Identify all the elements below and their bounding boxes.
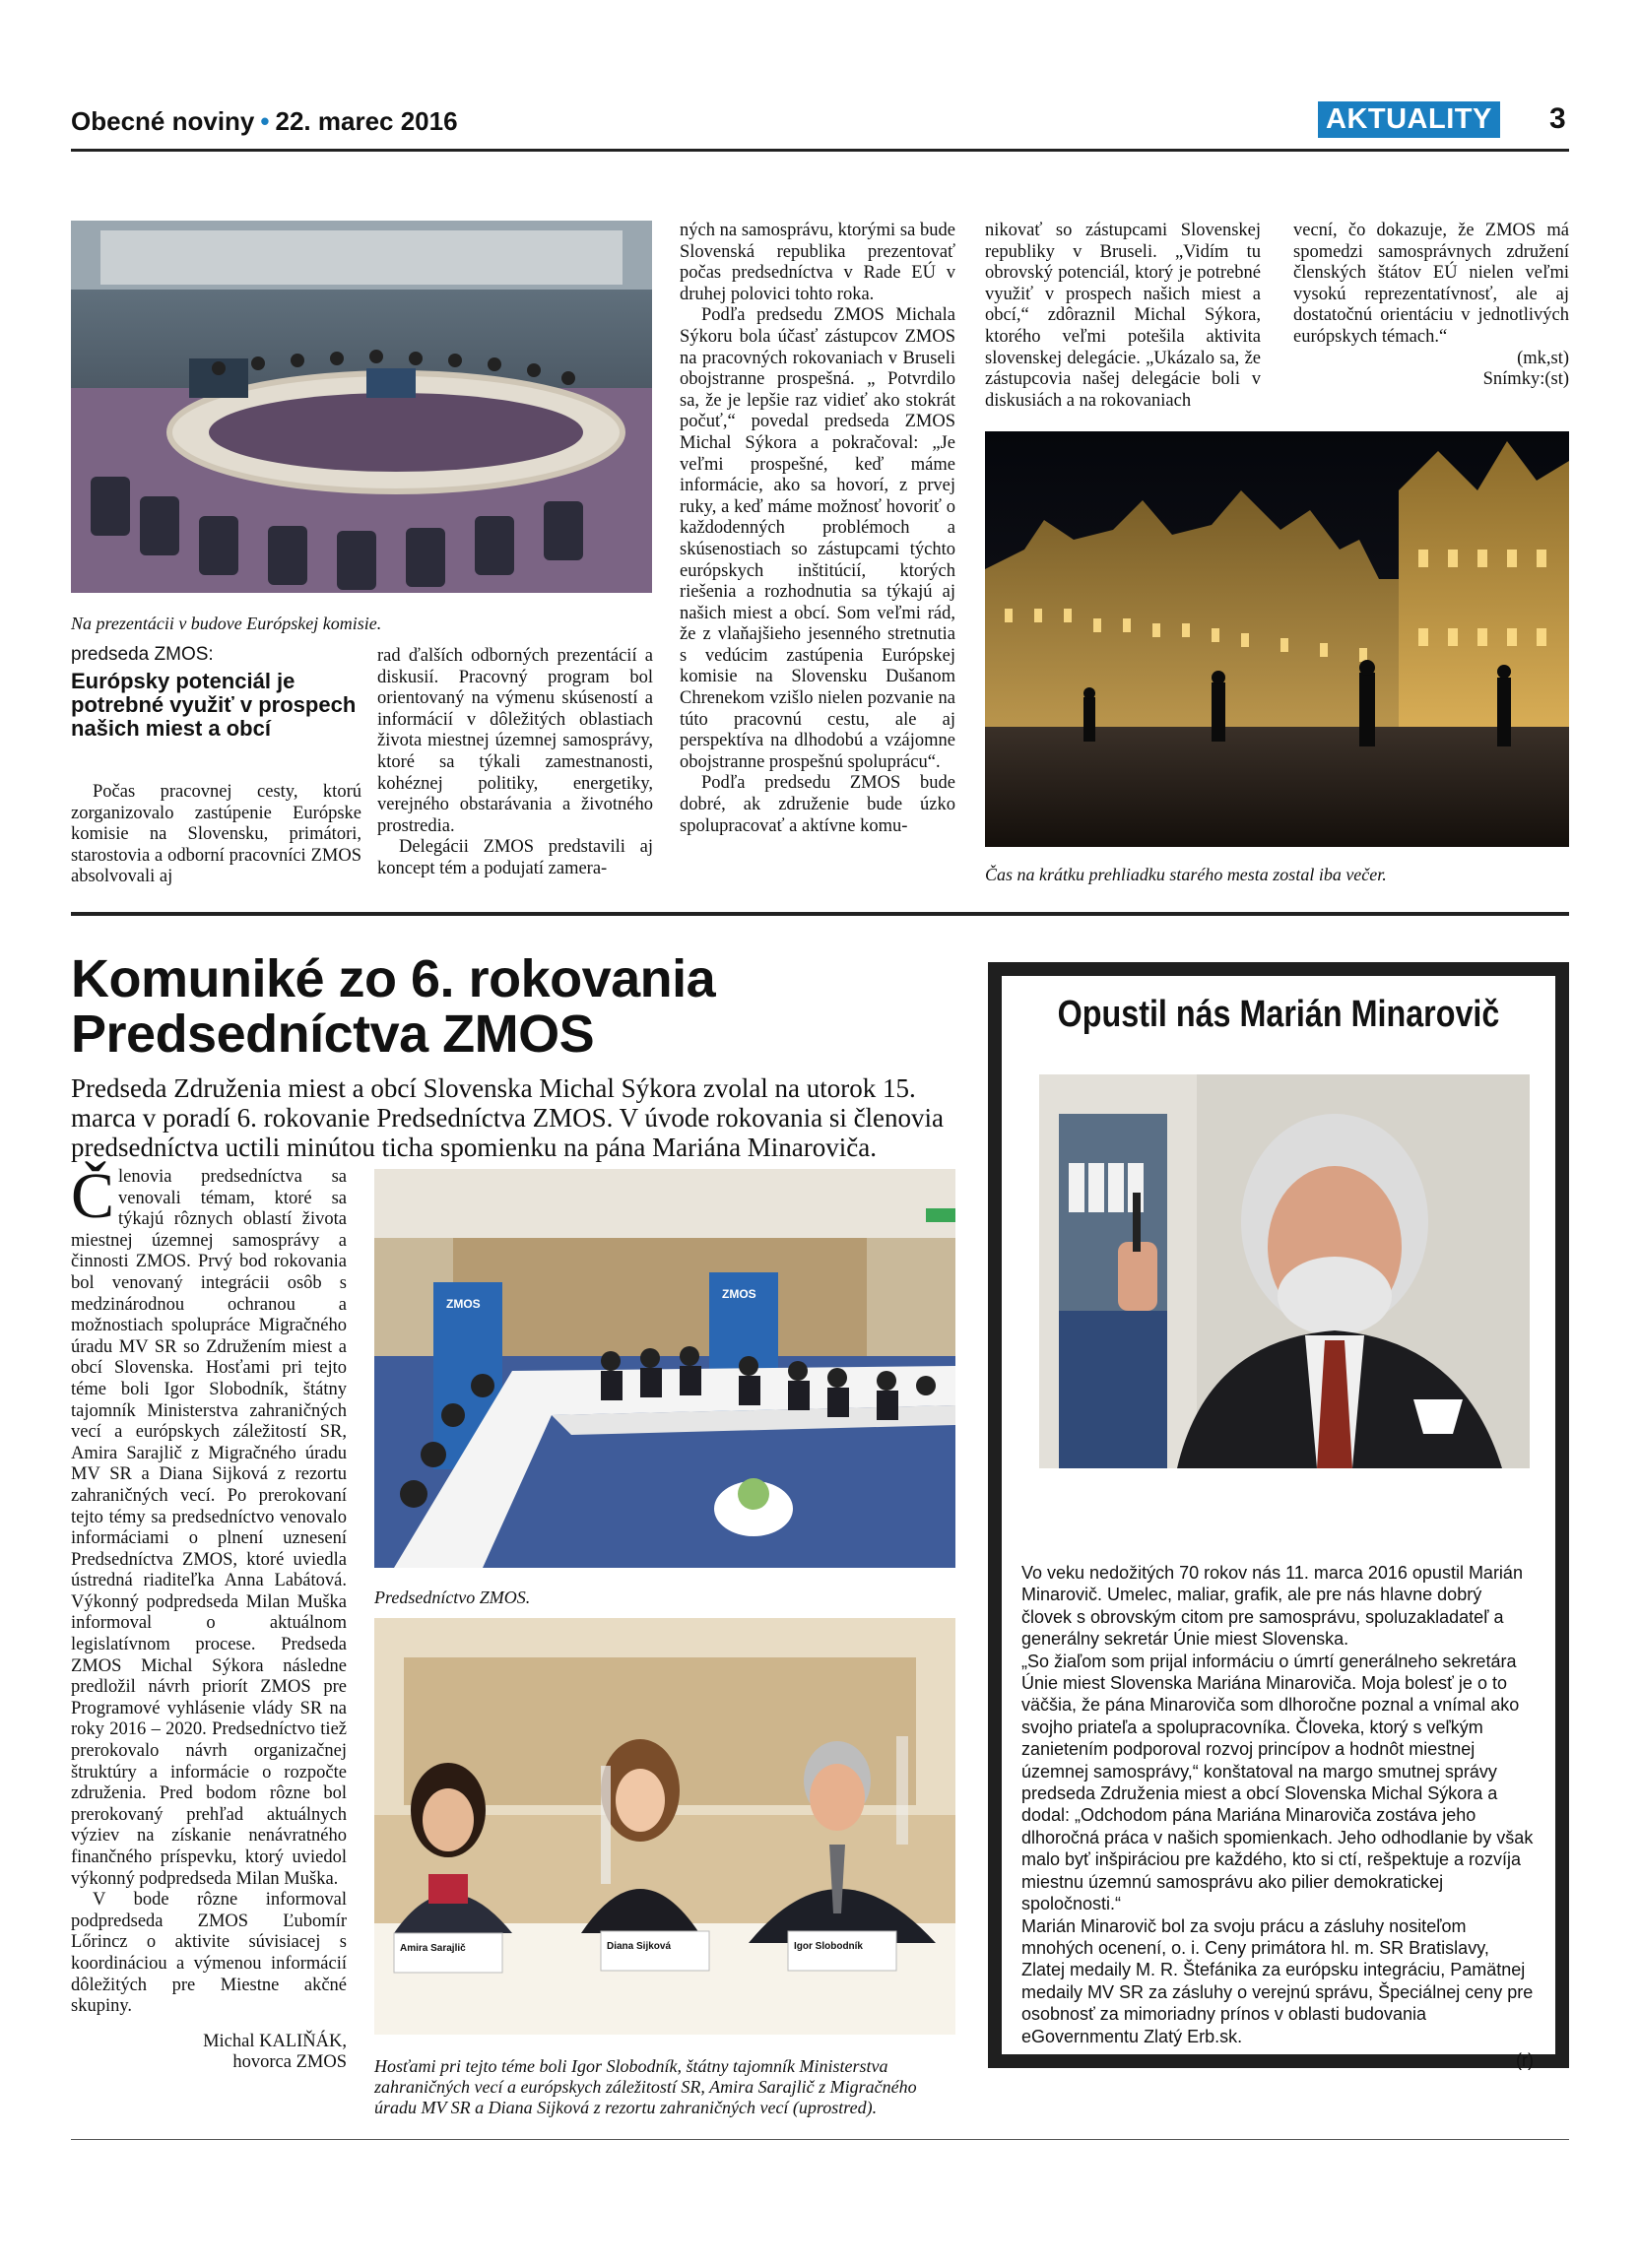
article-column-5 bbox=[1293, 221, 1569, 391]
header-rule bbox=[71, 149, 1569, 152]
paragraph: ných na samosprávu, ktorými sa bude Slovenská republika prezentovať počas predsedníctva v Rade EÚ v druhej polovici tohto roka. bbox=[680, 221, 955, 304]
photo-brussels-caption: Čas na krátku prehliadku starého mesta zostal iba večer. bbox=[985, 865, 1387, 884]
paragraph: nikovať so zástupcami Slovenskej republiky v Bruseli. „Vidím tu obrovský potenciál, ktorý je potrebné využiť v prospech našich miest a obcí,“ zdôraznil Michal Sýkora, ktorého veľmi potešila aktivita slovenskej delegácie. „Ukázalo sa, že zástupcovia našej delegácie boli v diskusiách a na rokovaniach bbox=[985, 221, 1261, 411]
bullet: • bbox=[260, 106, 270, 136]
paragraph: V bode rôzne informoval podpredseda ZMOS Ľubomír Lőrincz o aktivite súvisiacej s koordináciou a výmenou informácií dôležitých pre Miestne akčné skupiny. bbox=[71, 1890, 347, 2017]
name-card: Diana Sijková bbox=[607, 1941, 672, 1952]
paragraph: „So žiaľom som prijal informáciu o úmrtí generálneho sekretára Únie miest Slovenska Mariána Minaroviča. Moja bolesť je o to väčšia, že pána Minaroviča som dlhoročne poznal a vnímal ako svojho priateľa a spolupracovníka. Človeka, ktorý s veľkým zanietením podporoval rozvoj princípov a hodnôt miestnej územnej samosprávy,“ konštatoval na margo smutnej správy predseda Združenia miest a obcí Slovenska Michal Sýkora a dodal: „Odchodom pána Mariána Minaroviča zostáva jeho dlhoročná práca v našich spomienkach. Jeho odhodlanie by však malo byť inšpiráciou pre každého, kto si ctí, rešpektuje a rozvíja miestnu územnú samosprávu ako pilier demokratickej spoločnosti.“ bbox=[1021, 1651, 1534, 1914]
article-column-4 bbox=[985, 221, 1261, 412]
main-body-column bbox=[71, 1160, 347, 2074]
main-headline-line-1: Komuniké zo 6. rokovania bbox=[71, 949, 716, 1008]
article-kicker: predseda ZMOS: bbox=[71, 644, 214, 665]
article-column-3 bbox=[680, 221, 955, 837]
paragraph: rad ďalších odborných prezentácií a diskusií. Pracovný program bol orientovaný na výmenu skúseností a informácií v dôležitých oblastiach života miestnej územnej samosprávy, ktoré sa týkali zamestnanosti, kohéznej politiky, energetiky, verejného obstarávania a životného prostredia. bbox=[377, 646, 653, 836]
drop-cap: Č bbox=[71, 1160, 115, 1232]
photo-credit: Snímky:(st) bbox=[1482, 369, 1569, 390]
banner-right: ZMOS bbox=[722, 1287, 756, 1301]
author-name: Michal KALIŇÁK, bbox=[203, 2031, 347, 2051]
obituary-sign: (r) bbox=[1516, 2049, 1534, 2070]
section-divider bbox=[71, 912, 1569, 916]
section-label: AKTUALITY bbox=[1318, 101, 1500, 138]
photo-marian-minarovic bbox=[1039, 1074, 1530, 1468]
obituary-text bbox=[1021, 1562, 1534, 2071]
photo-conference-room bbox=[71, 221, 652, 593]
paragraph: Marián Minarovič bol za svoju prácu a zásluhy nositeľom mnohých ocenení, o. i. Ceny primátora hl. m. SR Bratislavy, Zlatej medaily M. R. Štefánika za európsku integráciu, Pamätnej medaily MV SR za zásluhy o verejnú správu, Špeciálnej ceny pre osobnosť za mimoriadny prínos v oblasti budovania eGovernmentu Zlatý Erb.sk. bbox=[1021, 1915, 1534, 2046]
article-headline: Európsky potenciál je potrebné využiť v prospech našich miest a obcí bbox=[71, 669, 357, 741]
photo-brussels-square bbox=[985, 431, 1569, 847]
issue-date: 22. marec 2016 bbox=[275, 106, 458, 136]
photo-conference-caption: Na prezentácii v budove Európskej komisie. bbox=[71, 614, 382, 633]
paragraph: Podľa predsedu ZMOS Michala Sýkoru bola účasť zástupcov ZMOS na pracovných rokovaniach v Bruseli obojstranne prospešná. „ Potvrdilo sa, že je lepšie raz vidieť ako stokrát počuť,“ povedal predseda ZMOS Michal Sýkora a pokračoval: „Je veľmi prospešné, keď máme informácie, ako sa hovorí, z prvej ruky, a keď máme možnosť hovoriť o každodenných problémoch a skúsenostiach so zástupcami týchto európskych inštitúcií, ktorých riešenia a rozhodnutia sa týkajú aj našich miest a obcí. Som veľmi rád, že z vlaňajšieho jesenného stretnutia s vedúcim zastúpenia Európskej komisie na Slovensku Dušanom Chrenekom vzišlo nielen pozvanie na túto pracovnú cestu, ale aj perspektíva na dlhodobú a vzájomne obojstranne prospešnú spoluprácu“. bbox=[680, 305, 955, 772]
paragraph: Podľa predsedu ZMOS bude dobré, ak združenie bude úzko spolupracovať a aktívne komu- bbox=[680, 773, 955, 836]
obituary-title: Opustil nás Marián Minarovič bbox=[1057, 994, 1500, 1035]
main-headline bbox=[71, 951, 957, 1062]
author-role: hovorca ZMOS bbox=[232, 2052, 347, 2073]
paper-name: Obecné noviny bbox=[71, 106, 255, 136]
main-headline-line-2: Predsedníctva ZMOS bbox=[71, 1004, 595, 1064]
name-card: Amira Sarajlič bbox=[400, 1943, 466, 1954]
page-number: 3 bbox=[1549, 102, 1566, 135]
paragraph: Delegácii ZMOS predstavili aj koncept tém a podujatí zamera- bbox=[377, 837, 653, 878]
paragraph: Vo veku nedožitých 70 rokov nás 11. marca 2016 opustil Marián Minarovič. Umelec, maliar, grafik, ale pre nás hlavne dobrý človek s obrovským citom pre samosprávu, spoluzakladateľ a generálny sekretár Únie miest Slovenska. bbox=[1021, 1563, 1523, 1650]
photo-presidium-caption: Predsedníctvo ZMOS. bbox=[374, 1588, 531, 1607]
paragraph: Počas pracovnej cesty, ktorú zorganizovalo zastúpenie Európske komisie na Slovensku, primátori, starostovia a odborní pracovníci ZMOS absolvovali aj bbox=[71, 782, 361, 887]
obituary-box bbox=[988, 962, 1569, 2068]
article-column-2 bbox=[377, 646, 653, 880]
article-column-1 bbox=[71, 782, 361, 888]
lead-paragraph: Predseda Združenia miest a obcí Slovenska Michal Sýkora zvolal na utorok 15. marca v poradí 6. rokovanie Predsedníctva ZMOS. V úvode rokovania si členovia predsedníctva uctili minútou ticha spomienku na pána Mariána Minaroviča. bbox=[71, 1073, 945, 1162]
paragraph: lenovia predsedníctva sa venovali témam, ktoré sa týkajú rôznych oblastí života miestnej územnej samosprávy a činnosti ZMOS. Prvý bod rokovania bol venovaný integrácii osôb s medzinárodnou ochranou a možnostiach spolupráce Migračného úradu MV SR so Združením miest a obcí Slovenska. Hosťami pri tejto téme boli Igor Slobodník, štátny tajomník Ministerstva zahraničných vecí a európskych záležitostí SR, Amira Sarajlič z Migračného úradu MV SR a Diana Sijková z rezortu zahraničných vecí. Po prerokovaní tejto témy sa predsedníctvo venovalo informáciami o plnení uznesení Predsedníctva ZMOS, ktoré uviedla ústredná riaditeľka Anna Labátová. Výkonný podpredseda Milan Muška informoval o aktuálnom legislatívnom procese. Predseda ZMOS Michal Sýkora následne predložil návrh priorít ZMOS pre Programové vyhlásenie vlády SR na roky 2016 – 2020. Predsedníctvo tiež prerokovalo návrh organizačnej štruktúry a informácie o rozpočte združenia. Pred bodom rôzne bol prerokovaný prehľad aktuálnych výziev na získanie nenávratného finančného príspevku, ktorý uviedol výkonný podpredseda Milan Muška. bbox=[71, 1167, 347, 1889]
name-card: Igor Slobodník bbox=[794, 1941, 863, 1952]
masthead bbox=[71, 106, 458, 137]
photo-presidium-meeting bbox=[374, 1169, 955, 1568]
paragraph: vecní, čo dokazuje, že ZMOS má spomedzi samosprávnych združení členských štátov EÚ nielen veľmi vysokú reprezentatívnosť, ale aj dostatočnú orientáciu v jednotlivých európskych témach.“ bbox=[1293, 221, 1569, 347]
obituary-inner bbox=[1002, 976, 1555, 2070]
photo-guests-caption: Hosťami pri tejto téme boli Igor Slobodník, štátny tajomník Ministerstva zahraničných vecí a európskych záležitostí SR, Amira Sarajlič z Migračného úradu MV SR a Diana Sijková z rezortu zahraničných vecí (uprostred). bbox=[374, 2056, 917, 2117]
author-sign: (mk,st) bbox=[1517, 348, 1569, 368]
photo-guests bbox=[374, 1618, 955, 2035]
footer-rule bbox=[71, 2139, 1569, 2140]
banner-left: ZMOS bbox=[446, 1297, 481, 1311]
